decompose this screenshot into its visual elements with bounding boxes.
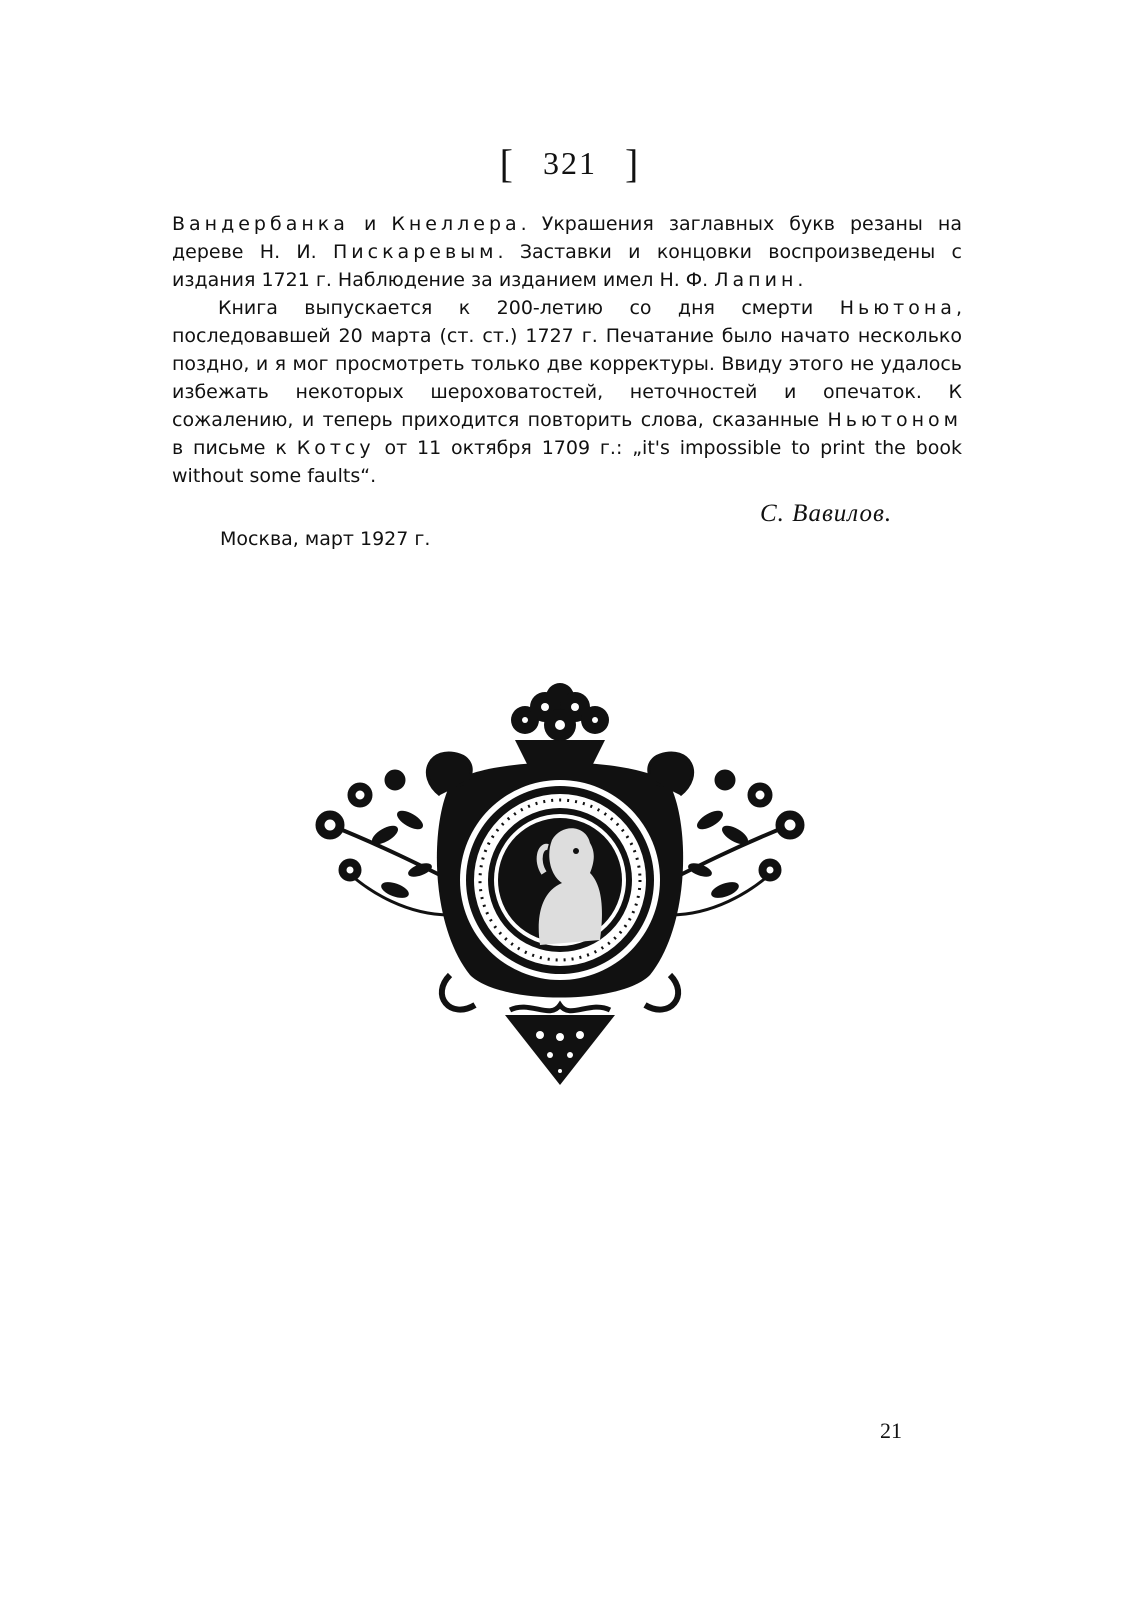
person-name: Вандербанка [172, 213, 349, 235]
bracket-right: ] [625, 141, 641, 186]
text-fragment: от 11 октября 1709 г.: „it's impossible to print the book without some faults“. [172, 437, 962, 487]
paragraph-note [172, 294, 962, 490]
page-ref-number: 321 [543, 145, 597, 181]
author-signature: С. Вавилов. [760, 500, 893, 527]
bracket-left: [ [499, 141, 515, 186]
text-fragment: . [797, 269, 804, 291]
text-fragment: . Заставки и концовки воспроизведены с издания 1721 г. Наблюдение за изданием имел Н. Ф. [172, 241, 962, 291]
body-text [172, 210, 962, 490]
page-number: 21 [880, 1418, 902, 1443]
text-fragment: Книга выпускается к 200-летию со дня смерти [218, 297, 840, 319]
text-fragment: и [348, 213, 392, 235]
person-name: Котсу [296, 437, 375, 459]
text-fragment: . Украшения заглавных букв резаны на дереве Н. И. [172, 213, 962, 263]
page-header [0, 140, 1140, 187]
person-name: Пискаревым [333, 241, 498, 263]
person-name: Лапин [714, 269, 798, 291]
text-fragment: , последовавшей 20 марта (ст. ст.) 1727 г. Печатание было начато несколько поздно, и я мог просмотреть только две корректуры. Ввиду этого не удалось избежать некоторых шероховатостей, неточностей и опечаток. К сожалению, и теперь приходится повторить слова, сказанные [172, 297, 962, 431]
person-name: Кнеллера [391, 213, 521, 235]
person-name: Ньютоном [827, 409, 962, 431]
portrait-medallion-ornament-icon [300, 675, 820, 1095]
person-name: Ньютона [839, 297, 956, 319]
place-date: Москва, март 1927 г. [220, 528, 431, 550]
paragraph-credits [172, 210, 962, 294]
text-fragment: в письме к [172, 437, 297, 459]
